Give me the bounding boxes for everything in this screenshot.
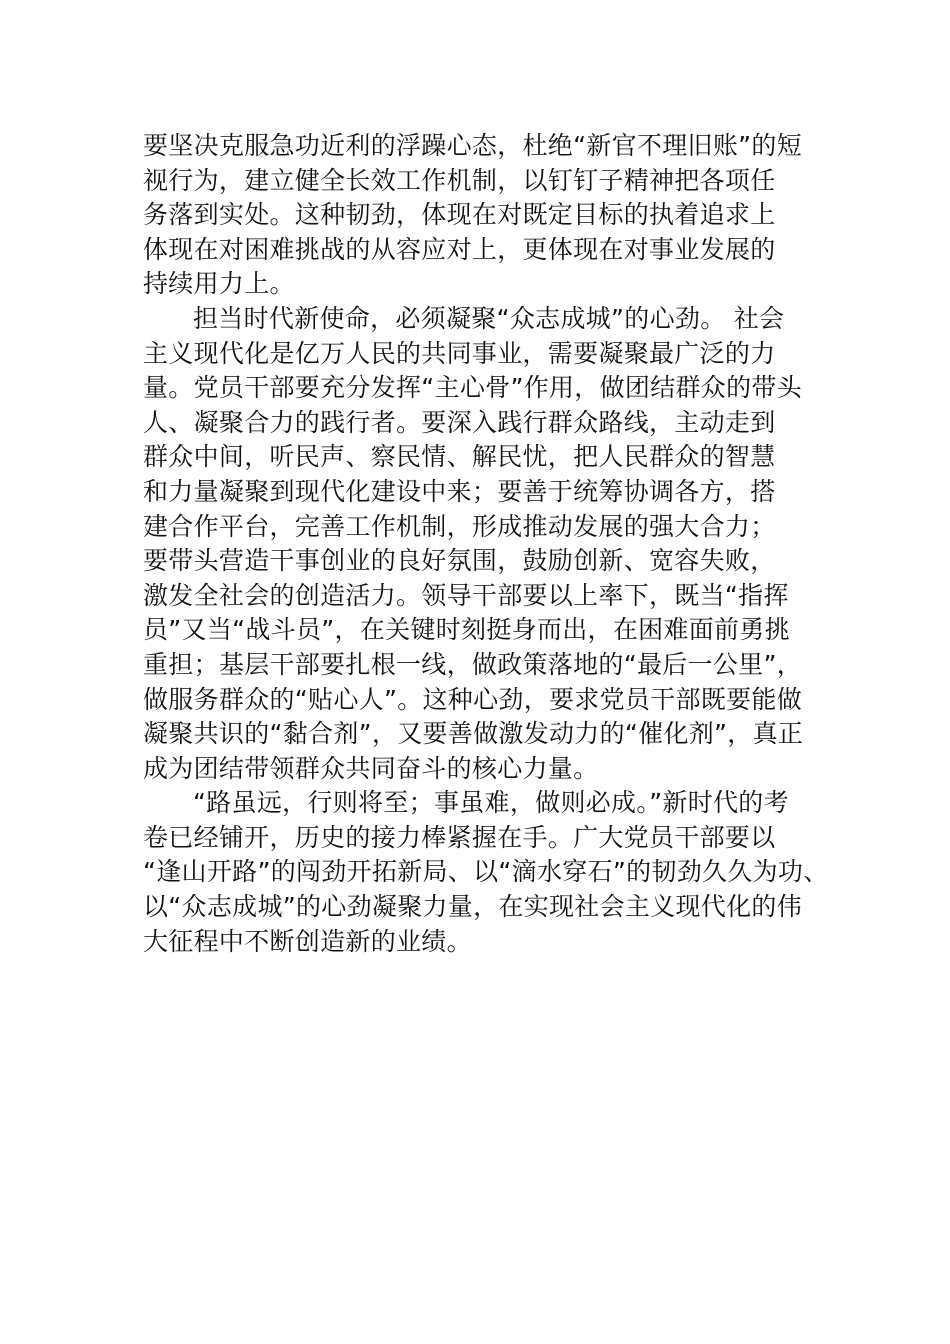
- text-line: 体现在对困难挑战的从容应对上，更体现在对事业发展的: [143, 234, 776, 264]
- text-line: “逢山开路”的闯劲开拓新局、以“滴水穿石”的韧劲久久为功、: [143, 857, 829, 887]
- text-line: 建合作平台，完善工作机制，形成推动发展的强大合力；: [143, 511, 776, 541]
- text-line: 大征程中不断创造新的业绩。: [143, 926, 472, 956]
- text-line: 成为团结带领群众共同奋斗的核心力量。: [143, 753, 599, 783]
- text-line: 激发全社会的创造活力。领导干部要以上率下，既当“指挥: [143, 580, 789, 610]
- paragraph-1: [143, 129, 811, 302]
- text-line: 凝聚共识的“黏合剂”，又要善做激发动力的“催化剂”，真正: [143, 719, 804, 749]
- text-line: 主义现代化是亿万人民的共同事业，需要凝聚最广泛的力: [143, 338, 776, 368]
- document-body: [143, 129, 829, 959]
- text-line: 员”又当“战斗员”，在关键时刻挺身而出，在困难面前勇挑: [143, 615, 790, 645]
- text-line: 量。党员干部要充分发挥“主心骨”作用，做团结群众的带头: [143, 373, 803, 403]
- text-line: 和力量凝聚到现代化建设中来；要善于统筹协调各方，搭: [143, 476, 776, 506]
- text-line: 重担；基层干部要扎根一线，做政策落地的“最后一公里”，: [143, 649, 803, 679]
- text-line: 担当时代新使命，必须凝聚“众志成城”的心劲。 社会: [193, 303, 785, 333]
- text-line: 要坚决克服急功近利的浮躁心态，杜绝“新官不理旧账”的短: [143, 131, 803, 160]
- text-line: 群众中间，听民声、察民情、解民忧，把人民群众的智慧: [143, 442, 776, 472]
- text-line: 以“众志成城”的心劲凝聚力量，在实现社会主义现代化的伟: [143, 892, 803, 922]
- text-line: “路虽远，行则将至；事虽难，做则必成。”新时代的考: [193, 788, 789, 818]
- text-line: 人、凝聚合力的践行者。要深入践行群众路线，主动走到: [143, 407, 776, 437]
- text-line: 务落到实处。这种韧劲，体现在对既定目标的执着追求上: [143, 200, 776, 230]
- text-line: 视行为，建立健全长效工作机制，以钉钉子精神把各项任: [143, 165, 776, 195]
- paragraph-2: [143, 302, 811, 786]
- text-line: 卷已经铺开，历史的接力棒紧握在手。广大党员干部要以: [143, 822, 776, 852]
- text-line: 要带头营造干事创业的良好氛围，鼓励创新、宽容失败，: [143, 546, 776, 576]
- text-line: 做服务群众的“贴心人”。这种心劲，要求党员干部既要能做: [143, 684, 803, 714]
- text-line: 持续用力上。: [143, 269, 295, 299]
- paragraph-3: [143, 786, 829, 959]
